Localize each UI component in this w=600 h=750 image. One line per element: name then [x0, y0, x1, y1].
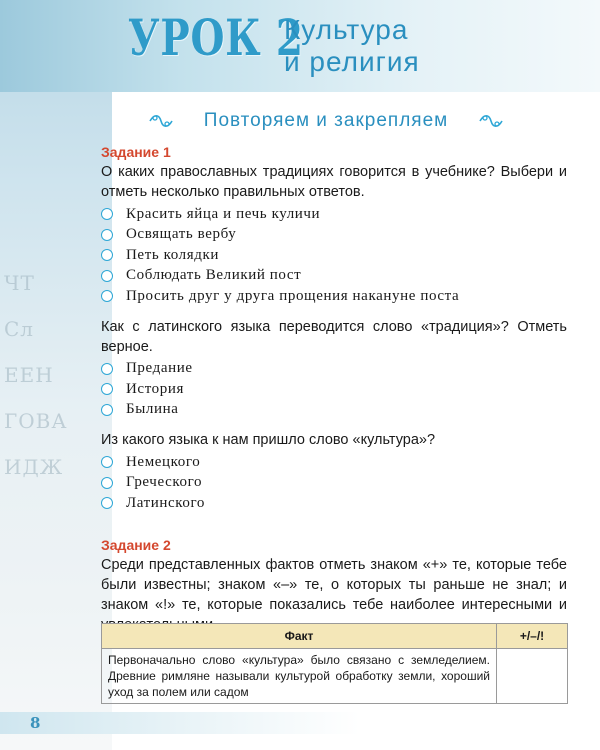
lesson-header	[0, 0, 600, 92]
checkbox-circle[interactable]	[101, 270, 113, 282]
column-header-fact: Факт	[102, 624, 497, 649]
task1-q3-options	[101, 452, 567, 514]
section-title: Повторяем и закрепляем	[203, 110, 449, 131]
checkbox-circle[interactable]	[101, 383, 113, 395]
answer-option[interactable]	[101, 245, 567, 266]
option-label: Латинского	[126, 494, 206, 511]
footer-bar	[0, 712, 600, 734]
option-label: Былина	[126, 401, 179, 418]
answer-option[interactable]	[101, 225, 567, 246]
answer-option[interactable]	[101, 400, 567, 421]
option-label: Немецкого	[126, 453, 201, 470]
task2-heading: Задание 2	[101, 536, 171, 553]
task1-question1: О каких православных традициях говорится в учебнике? Выбери и отметь несколько правильных ответов.	[101, 164, 567, 200]
page-number: 8	[30, 714, 41, 732]
task1-q1-options	[101, 204, 567, 307]
checkbox-circle[interactable]	[101, 290, 113, 302]
option-label: Просить друг у друга прощения накануне поста	[126, 287, 460, 304]
option-label: Красить яйца и печь куличи	[126, 205, 321, 222]
checkbox-circle[interactable]	[101, 456, 113, 468]
answer-option[interactable]	[101, 204, 567, 225]
checkbox-circle[interactable]	[101, 208, 113, 220]
option-label: Петь колядки	[126, 246, 219, 263]
lesson-title	[284, 14, 420, 78]
fact-cell: Первоначально слово «культура» было связано с земледелием. Древние римляне называли культурой обработку земли, хороший уход за полем или садом	[102, 649, 497, 704]
answer-option[interactable]	[101, 286, 567, 307]
sidebar-ornament-text	[4, 260, 94, 490]
task1-question3: Из какого языка к нам пришло слово «культура»?	[101, 432, 436, 448]
answer-option[interactable]	[101, 266, 567, 287]
sidebar-glyph-line: ИДЖ	[4, 455, 64, 479]
table-row	[102, 649, 568, 704]
lesson-number: УРОК 2	[128, 8, 304, 67]
task1-question2: Как с латинского языка переводится слово «традиция»? Отметь верное.	[101, 318, 567, 355]
lesson-title-line2: и религия	[284, 46, 420, 77]
checkbox-circle[interactable]	[101, 404, 113, 416]
answer-option[interactable]	[101, 359, 567, 380]
option-label: История	[126, 380, 184, 397]
section-heading	[148, 108, 504, 134]
option-label: Предание	[126, 360, 193, 377]
sidebar-glyph-line: Сл	[4, 317, 35, 341]
page-content	[101, 143, 567, 635]
ornament-left-icon	[148, 111, 174, 131]
option-label: Освящать вербу	[126, 226, 237, 243]
lesson-title-line1: Культура	[284, 14, 409, 45]
checkbox-circle[interactable]	[101, 363, 113, 375]
option-label: Соблюдать Великий пост	[126, 267, 302, 284]
ornament-right-icon	[478, 111, 504, 131]
sidebar-glyph-line: ГОВА	[4, 409, 68, 433]
task1-q2-options	[101, 359, 567, 421]
checkbox-circle[interactable]	[101, 497, 113, 509]
task2-instructions: Среди представленных фактов отметь знаком «+» те, которые тебе были известны; знаком «–» те, о которых ты раньше не знал; и знаком «!» те, которые показались тебе наиболее интересными и	[101, 556, 567, 613]
facts-table	[101, 623, 568, 704]
column-header-mark: +/–/!	[497, 624, 568, 649]
task1-heading: Задание 1	[101, 144, 171, 160]
answer-option[interactable]	[101, 452, 567, 473]
checkbox-circle[interactable]	[101, 229, 113, 241]
checkbox-circle[interactable]	[101, 249, 113, 261]
answer-option[interactable]	[101, 493, 567, 514]
answer-option[interactable]	[101, 379, 567, 400]
option-label: Греческого	[126, 474, 203, 491]
answer-option[interactable]	[101, 473, 567, 494]
sidebar-glyph-line: ЕЕН	[4, 363, 54, 387]
mark-cell[interactable]	[497, 649, 568, 704]
sidebar-glyph-line: ЧТ	[4, 271, 35, 295]
checkbox-circle[interactable]	[101, 477, 113, 489]
